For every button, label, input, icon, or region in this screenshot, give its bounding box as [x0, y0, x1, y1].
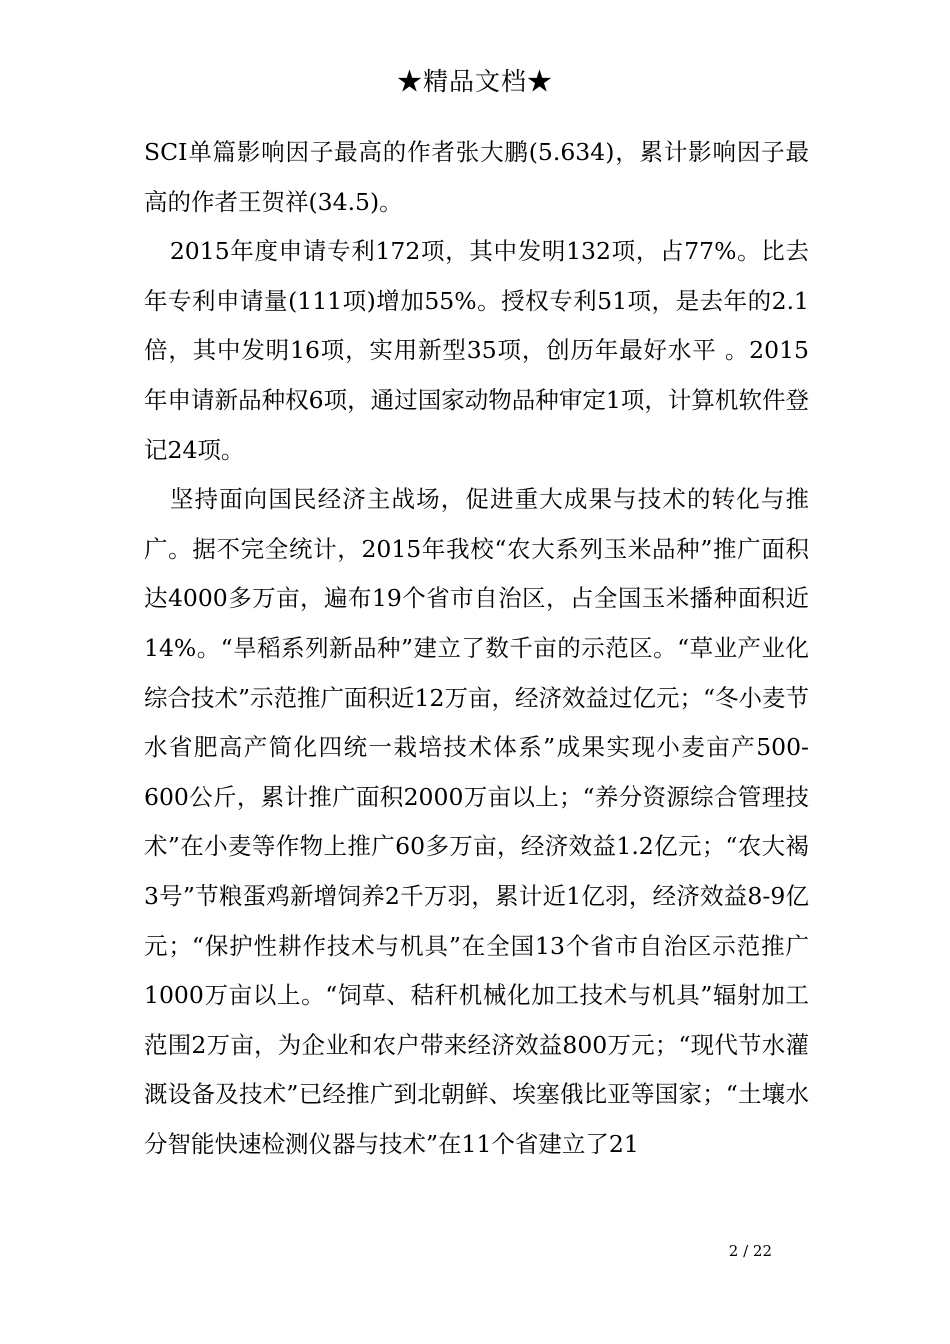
page-number: 2 / 22: [728, 1242, 772, 1260]
document-body: [144, 128, 809, 1169]
paragraph-tech-transfer: 坚持面向国民经济主战场，促进重大成果与技术的转化与推广。据不完全统计，2015年我校“农大系列玉米品种”推广面积达4000多万亩，遍布19个省市自治区，占全国玉米播种面积近14%。“旱稻系列新品种”建立了数千亩的示范区。“草业产业化综合技术”示范推广面积近12万亩，经济效益过亿元；“冬小麦节水省肥高产简化四统一栽培技术体系”成果实现小麦亩产500-600公斤，累计推广面积2000万亩以上；“养分资源综合管理技术”在小麦等作物上推广60多万亩，经济效益1.2亿元；“农大褐3号”节粮蛋鸡新增饲养2千万羽，累计近1亿羽，经济效益8-9亿元；“保护性耕作技术与机具”在全国13个省市自治区示范推广1000万亩以上。“饲草、秸秆机械化加工技术与机具”辐射加工范围2万亩，为企业和农户带来经济效益800万元；“现代节水灌溉设备及技术”已经推广到北朝鲜、埃塞俄比亚等国家；“土壤水分智能快速检测仪器与技术”在11个省建立了21: [144, 485, 809, 1158]
paragraph-patents: 2015年度申请专利172项，其中发明132项，占77%。比去年专利申请量(111项)增加55%。授权专利51项，是去年的2.1倍，其中发明16项，实用新型35项，创历年最好水平 。2015年申请新品种权6项，通过国家动物品种审定1项，计算机软件登记24项。: [144, 237, 809, 464]
paragraph-sci-authors: SCI单篇影响因子最高的作者张大鹏(5.634)，累计影响因子最高的作者王贺祥(34.5)。: [144, 138, 809, 216]
page-header-title: ★精品文档★: [396, 67, 553, 96]
